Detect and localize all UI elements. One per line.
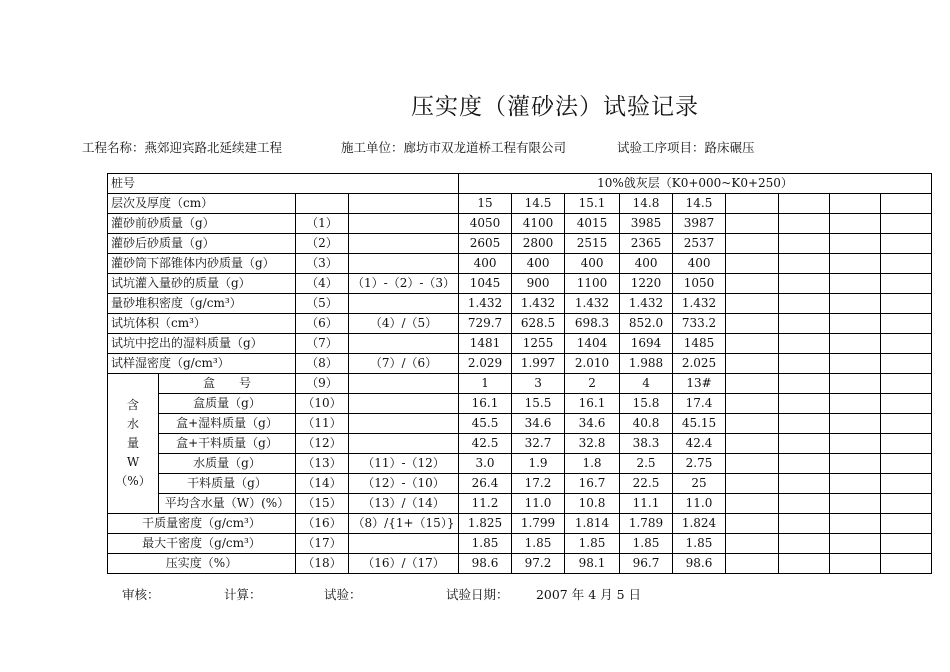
value-cell: 1.85 <box>565 534 620 554</box>
value-cell: 1.85 <box>459 534 512 554</box>
empty-cell <box>779 394 830 414</box>
row-label: 盒 号 <box>159 374 296 394</box>
row-formula <box>349 294 459 314</box>
value-cell: 16.1 <box>459 394 512 414</box>
empty-cell <box>779 414 830 434</box>
table-row <box>108 454 932 474</box>
row-number: （13） <box>296 454 349 474</box>
value-cell: 1485 <box>673 334 726 354</box>
value-cell: 400 <box>565 254 620 274</box>
row-label: 水质量（g） <box>159 454 296 474</box>
row-formula <box>349 534 459 554</box>
row-number: （8） <box>296 354 349 374</box>
empty-cell <box>779 294 830 314</box>
empty-cell <box>881 554 932 574</box>
empty-cell <box>779 254 830 274</box>
pile-label: 桩号 <box>108 174 459 194</box>
value-cell: 1100 <box>565 274 620 294</box>
table-row <box>108 514 932 534</box>
value-cell: 45.15 <box>673 414 726 434</box>
value-cell: 1.432 <box>459 294 512 314</box>
table-row <box>108 414 932 434</box>
row-label: 盒+干料质量（g） <box>159 434 296 454</box>
value-cell: 1 <box>459 374 512 394</box>
moisture-group-char: 量 <box>126 436 139 450</box>
value-cell: 1.85 <box>673 534 726 554</box>
value-cell: 2.75 <box>673 454 726 474</box>
empty-cell <box>779 554 830 574</box>
empty-cell <box>726 554 779 574</box>
empty-cell <box>830 514 881 534</box>
value-cell: 729.7 <box>459 314 512 334</box>
value-cell: 3.0 <box>459 454 512 474</box>
row-formula <box>349 254 459 274</box>
row-number: （12） <box>296 434 349 454</box>
table-row <box>108 554 932 574</box>
value-cell: 98.6 <box>459 554 512 574</box>
empty-cell <box>830 214 881 234</box>
table-row <box>108 274 932 294</box>
row-label: 盒质量（g） <box>159 394 296 414</box>
table-row <box>108 494 932 514</box>
value-cell: 733.2 <box>673 314 726 334</box>
value-cell: 4 <box>620 374 673 394</box>
value-cell: 2.010 <box>565 354 620 374</box>
empty-cell <box>726 274 779 294</box>
value-cell: 2537 <box>673 234 726 254</box>
empty-cell <box>779 354 830 374</box>
empty-cell <box>881 354 932 374</box>
row-formula: （11）-（12） <box>349 454 459 474</box>
row-formula: （13）/（14） <box>349 494 459 514</box>
empty-cell <box>881 454 932 474</box>
test-label: 试验： <box>323 587 362 602</box>
empty-cell <box>726 374 779 394</box>
row-label: 试坑中挖出的湿料质量（g） <box>108 334 296 354</box>
value-cell: 2605 <box>459 234 512 254</box>
empty-cell <box>830 354 881 374</box>
value-cell: 1404 <box>565 334 620 354</box>
empty-cell <box>726 214 779 234</box>
row-label: 灌砂筒下部锥体内砂质量（g） <box>108 254 296 274</box>
value-cell: 2.025 <box>673 354 726 374</box>
value-cell: 96.7 <box>620 554 673 574</box>
row-number: （15） <box>296 494 349 514</box>
empty-cell <box>726 294 779 314</box>
row-number <box>296 194 349 214</box>
value-cell: 3985 <box>620 214 673 234</box>
row-label: 灌砂前砂质量（g） <box>108 214 296 234</box>
row-label: 量砂堆积密度（g/cm³） <box>108 294 296 314</box>
empty-cell <box>779 274 830 294</box>
table-row <box>108 474 932 494</box>
value-cell: 14.5 <box>512 194 565 214</box>
value-cell: 3987 <box>673 214 726 234</box>
value-cell: 16.7 <box>565 474 620 494</box>
value-cell: 1.988 <box>620 354 673 374</box>
value-cell: 25 <box>673 474 726 494</box>
empty-cell <box>726 414 779 434</box>
empty-cell <box>830 274 881 294</box>
empty-cell <box>779 314 830 334</box>
row-formula: （8）/{1+（15）} <box>349 514 459 534</box>
empty-cell <box>726 254 779 274</box>
value-cell: 98.6 <box>673 554 726 574</box>
value-cell: 40.8 <box>620 414 673 434</box>
page-title: 压实度（灌砂法）试验记录 <box>411 94 699 120</box>
moisture-group-label <box>108 374 159 514</box>
empty-cell <box>726 234 779 254</box>
value-cell: 11.1 <box>620 494 673 514</box>
empty-cell <box>830 474 881 494</box>
empty-cell <box>779 214 830 234</box>
empty-cell <box>881 254 932 274</box>
value-cell: 11.0 <box>673 494 726 514</box>
empty-cell <box>830 374 881 394</box>
empty-cell <box>881 494 932 514</box>
empty-cell <box>779 234 830 254</box>
empty-cell <box>881 374 932 394</box>
row-number: （17） <box>296 534 349 554</box>
table-row <box>108 234 932 254</box>
info-line <box>82 138 754 156</box>
moisture-group-char: 含 <box>126 398 139 412</box>
value-cell: 400 <box>512 254 565 274</box>
value-cell: 15.8 <box>620 394 673 414</box>
value-cell: 2.029 <box>459 354 512 374</box>
row-number: （10） <box>296 394 349 414</box>
value-cell: 17.2 <box>512 474 565 494</box>
value-cell: 1.825 <box>459 514 512 534</box>
moisture-group-char: W <box>126 455 140 469</box>
project-name: 工程名称：燕郊迎宾路北延续建工程 <box>82 140 283 155</box>
table-row <box>108 394 932 414</box>
row-number: （2） <box>296 234 349 254</box>
value-cell: 17.4 <box>673 394 726 414</box>
value-cell: 4050 <box>459 214 512 234</box>
row-formula <box>349 394 459 414</box>
empty-cell <box>726 454 779 474</box>
value-cell: 1255 <box>512 334 565 354</box>
construction-unit: 施工单位：廊坊市双龙道桥工程有限公司 <box>340 140 566 155</box>
value-cell: 97.2 <box>512 554 565 574</box>
value-cell: 42.4 <box>673 434 726 454</box>
table-row <box>108 294 932 314</box>
value-cell: 2365 <box>620 234 673 254</box>
table-row <box>108 314 932 334</box>
empty-cell <box>779 534 830 554</box>
value-cell: 32.7 <box>512 434 565 454</box>
pile-value: 10%戗灰层（K0+000~K0+250） <box>459 174 932 194</box>
empty-cell <box>881 234 932 254</box>
value-cell: 34.6 <box>512 414 565 434</box>
row-formula: （7）/（6） <box>349 354 459 374</box>
empty-cell <box>779 334 830 354</box>
value-cell: 15.5 <box>512 394 565 414</box>
empty-cell <box>726 514 779 534</box>
empty-cell <box>830 254 881 274</box>
row-number: （1） <box>296 214 349 234</box>
value-cell: 1.824 <box>673 514 726 534</box>
row-number: （5） <box>296 294 349 314</box>
empty-cell <box>726 334 779 354</box>
empty-cell <box>830 314 881 334</box>
row-formula: （16）/（17） <box>349 554 459 574</box>
value-cell: 1.789 <box>620 514 673 534</box>
table-row <box>108 214 932 234</box>
row-number: （11） <box>296 414 349 434</box>
value-cell: 900 <box>512 274 565 294</box>
value-cell: 852.0 <box>620 314 673 334</box>
empty-cell <box>779 514 830 534</box>
test-process: 试验工序项目：路床碾压 <box>616 140 755 155</box>
row-label: 试坑体积（cm³） <box>108 314 296 334</box>
row-formula <box>349 194 459 214</box>
calc-label: 计算： <box>223 587 262 602</box>
row-formula: （12）-（10） <box>349 474 459 494</box>
value-cell: 1.432 <box>673 294 726 314</box>
empty-cell <box>830 554 881 574</box>
empty-cell <box>881 334 932 354</box>
value-cell: 1220 <box>620 274 673 294</box>
row-label: 干料质量（g） <box>159 474 296 494</box>
table-row <box>108 354 932 374</box>
value-cell: 42.5 <box>459 434 512 454</box>
row-label: 盒+湿料质量（g） <box>159 414 296 434</box>
empty-cell <box>881 414 932 434</box>
value-cell: 14.8 <box>620 194 673 214</box>
value-cell: 1.85 <box>620 534 673 554</box>
value-cell: 15.1 <box>565 194 620 214</box>
row-number: （14） <box>296 474 349 494</box>
row-number: （7） <box>296 334 349 354</box>
row-label: 试样湿密度（g/cm³） <box>108 354 296 374</box>
row-formula <box>349 434 459 454</box>
empty-cell <box>830 534 881 554</box>
empty-cell <box>830 334 881 354</box>
row-label: 干质量密度（g/cm³） <box>108 514 296 534</box>
review-label: 审核： <box>122 587 160 602</box>
table-row <box>108 374 932 394</box>
value-cell: 4100 <box>512 214 565 234</box>
value-cell: 1045 <box>459 274 512 294</box>
value-cell: 2515 <box>565 234 620 254</box>
empty-cell <box>881 434 932 454</box>
empty-cell <box>881 194 932 214</box>
empty-cell <box>881 294 932 314</box>
row-formula: （1）-（2）-（3） <box>349 274 459 294</box>
row-label: 压实度（%） <box>108 554 296 574</box>
value-cell: 1.9 <box>512 454 565 474</box>
empty-cell <box>726 394 779 414</box>
empty-cell <box>726 194 779 214</box>
empty-cell <box>779 454 830 474</box>
empty-cell <box>779 434 830 454</box>
value-cell: 14.5 <box>673 194 726 214</box>
value-cell: 34.6 <box>565 414 620 434</box>
row-number: （4） <box>296 274 349 294</box>
empty-cell <box>881 474 932 494</box>
row-formula: （4）/（5） <box>349 314 459 334</box>
value-cell: 1.432 <box>620 294 673 314</box>
empty-cell <box>779 374 830 394</box>
row-label: 最大干密度（g/cm³） <box>108 534 296 554</box>
value-cell: 32.8 <box>565 434 620 454</box>
moisture-group-char: 水 <box>126 417 139 431</box>
empty-cell <box>779 194 830 214</box>
value-cell: 1.997 <box>512 354 565 374</box>
value-cell: 1.8 <box>565 454 620 474</box>
table-row <box>108 194 932 214</box>
empty-cell <box>830 394 881 414</box>
empty-cell <box>881 214 932 234</box>
value-cell: 4015 <box>565 214 620 234</box>
record-table <box>107 173 932 574</box>
value-cell: 1.432 <box>565 294 620 314</box>
table-row <box>108 174 932 194</box>
value-cell: 1.85 <box>512 534 565 554</box>
value-cell: 26.4 <box>459 474 512 494</box>
empty-cell <box>726 314 779 334</box>
value-cell: 11.0 <box>512 494 565 514</box>
empty-cell <box>830 454 881 474</box>
table-row <box>108 434 932 454</box>
row-label: 平均含水量（W）(%） <box>159 494 296 514</box>
empty-cell <box>726 354 779 374</box>
empty-cell <box>881 514 932 534</box>
row-label: 层次及厚度（cm） <box>108 194 296 214</box>
row-formula <box>349 374 459 394</box>
value-cell: 1050 <box>673 274 726 294</box>
empty-cell <box>830 234 881 254</box>
empty-cell <box>830 294 881 314</box>
value-cell: 38.3 <box>620 434 673 454</box>
table-row <box>108 334 932 354</box>
value-cell: 698.3 <box>565 314 620 334</box>
value-cell: 1.432 <box>512 294 565 314</box>
value-cell: 1.799 <box>512 514 565 534</box>
date-label: 试验日期： <box>445 587 509 602</box>
empty-cell <box>830 194 881 214</box>
row-number: （16） <box>296 514 349 534</box>
value-cell: 628.5 <box>512 314 565 334</box>
empty-cell <box>881 534 932 554</box>
value-cell: 22.5 <box>620 474 673 494</box>
value-cell: 98.1 <box>565 554 620 574</box>
row-formula <box>349 214 459 234</box>
empty-cell <box>779 474 830 494</box>
row-number: （3） <box>296 254 349 274</box>
row-formula <box>349 334 459 354</box>
value-cell: 10.8 <box>565 494 620 514</box>
table-row <box>108 254 932 274</box>
value-cell: 400 <box>673 254 726 274</box>
row-formula <box>349 414 459 434</box>
value-cell: 1.814 <box>565 514 620 534</box>
value-cell: 13# <box>673 374 726 394</box>
row-label: 试坑灌入量砂的质量（g） <box>108 274 296 294</box>
value-cell: 1694 <box>620 334 673 354</box>
value-cell: 15 <box>459 194 512 214</box>
empty-cell <box>830 414 881 434</box>
row-number: （6） <box>296 314 349 334</box>
empty-cell <box>830 494 881 514</box>
moisture-group-char: （%） <box>115 474 151 488</box>
row-formula <box>349 234 459 254</box>
row-label: 灌砂后砂质量（g） <box>108 234 296 254</box>
row-number: （18） <box>296 554 349 574</box>
value-cell: 45.5 <box>459 414 512 434</box>
empty-cell <box>726 534 779 554</box>
empty-cell <box>830 434 881 454</box>
date-value: 2007 年 4 月 5 日 <box>535 587 642 602</box>
empty-cell <box>726 494 779 514</box>
empty-cell <box>881 394 932 414</box>
table-row <box>108 534 932 554</box>
value-cell: 16.1 <box>565 394 620 414</box>
value-cell: 2.5 <box>620 454 673 474</box>
value-cell: 400 <box>459 254 512 274</box>
footer-signatures <box>122 585 641 603</box>
value-cell: 2800 <box>512 234 565 254</box>
empty-cell <box>726 434 779 454</box>
value-cell: 400 <box>620 254 673 274</box>
value-cell: 2 <box>565 374 620 394</box>
empty-cell <box>881 314 932 334</box>
empty-cell <box>881 274 932 294</box>
row-number: （9） <box>296 374 349 394</box>
empty-cell <box>726 474 779 494</box>
value-cell: 1481 <box>459 334 512 354</box>
value-cell: 11.2 <box>459 494 512 514</box>
value-cell: 3 <box>512 374 565 394</box>
empty-cell <box>779 494 830 514</box>
